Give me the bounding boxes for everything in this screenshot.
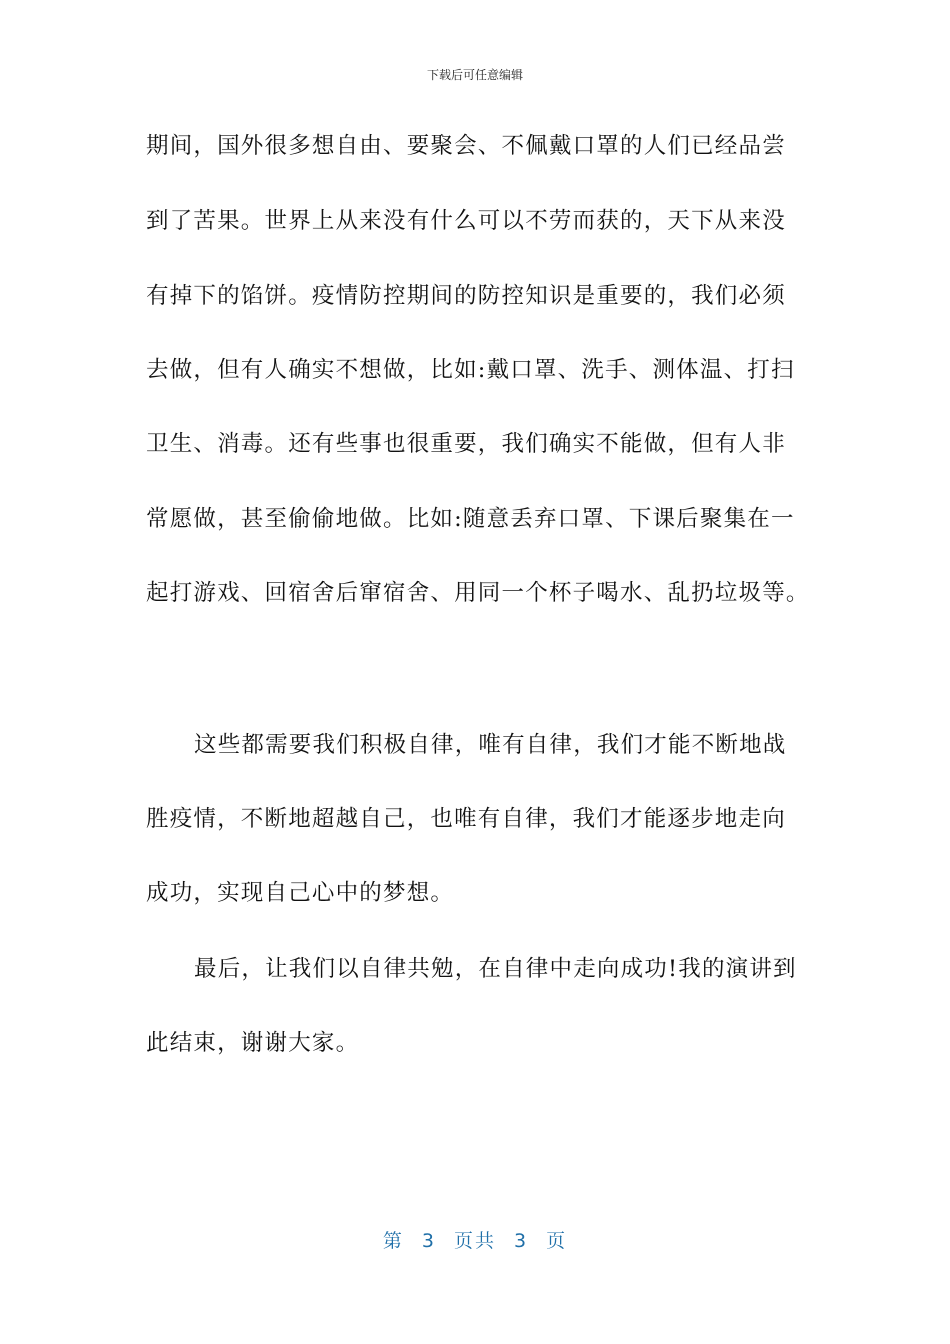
page-number-footer (0, 1226, 950, 1253)
paragraph-1-line-3: 有掉下的馅饼。疫情防控期间的防控知识是重要的，我们必须 (146, 283, 786, 309)
paragraph-2-line-1: 这些都需要我们积极自律，唯有自律，我们才能不断地战 (194, 732, 787, 758)
paragraph-3-line-1: 最后，让我们以自律共勉，在自律中走向成功!我的演讲到 (194, 956, 797, 982)
paragraph-1-line-2: 到了苦果。世界上从来没有什么可以不劳而获的，天下从来没 (146, 208, 786, 234)
paragraph-2-line-3: 成功，实现自己心中的梦想。 (146, 880, 455, 906)
paragraph-1-line-1: 期间，国外很多想自由、要聚会、不佩戴口罩的人们已经品尝 (146, 133, 786, 159)
paragraph-1-line-5: 卫生、消毒。还有些事也很重要，我们确实不能做，但有人非 (146, 431, 786, 457)
page-prefix: 第 (382, 1230, 404, 1252)
paragraph-1-line-7: 起打游戏、回宿舍后窜宿舍、用同一个杯子喝水、乱扔垃圾等。 (146, 580, 810, 606)
header-note: 下载后可任意编辑 (426, 68, 523, 82)
paragraph-3-line-2: 此结束，谢谢大家。 (146, 1030, 360, 1056)
paragraph-2-line-2: 胜疫情，不断地超越自己，也唯有自律，我们才能逐步地走向 (146, 806, 786, 832)
page-current: 3 (421, 1230, 436, 1252)
paragraph-1-line-4: 去做，但有人确实不想做，比如:戴口罩、洗手、测体温、打扫 (146, 357, 795, 383)
page-mid: 页共 (453, 1230, 496, 1252)
page-total: 3 (514, 1230, 529, 1252)
page-suffix: 页 (546, 1230, 568, 1252)
paragraph-1-line-6: 常愿做，甚至偷偷地做。比如:随意丢弃口罩、下课后聚集在一 (146, 506, 795, 532)
